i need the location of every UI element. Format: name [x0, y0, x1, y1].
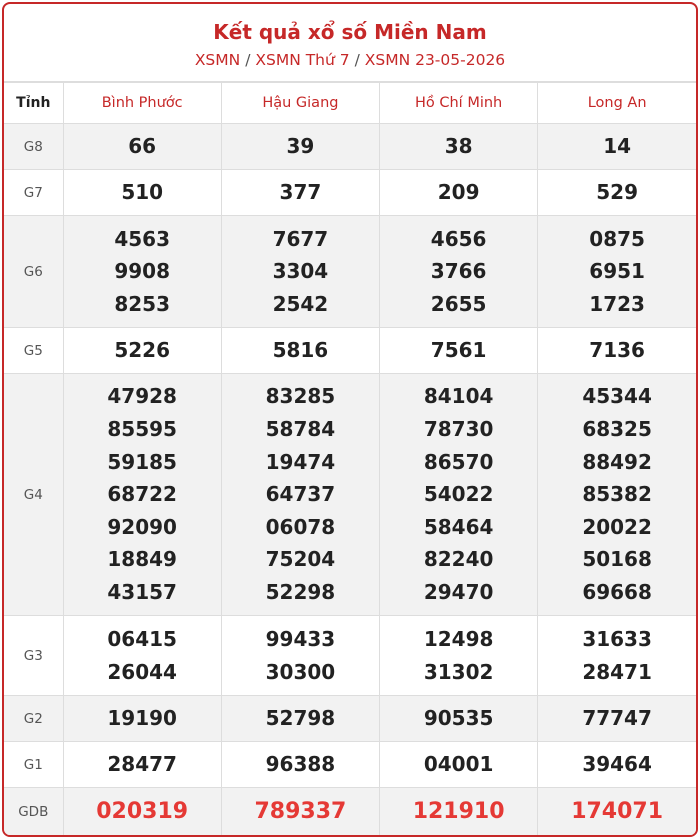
province-header[interactable]: Bình Phước — [63, 83, 221, 124]
province-header[interactable]: Hồ Chí Minh — [380, 83, 538, 124]
prize-label: G1 — [4, 742, 63, 788]
result-cell — [538, 328, 696, 374]
result-number: 39 — [286, 134, 315, 159]
result-cell — [538, 788, 696, 837]
prize-row — [4, 696, 696, 742]
result-cell — [380, 696, 538, 742]
result-number: 04001 — [423, 752, 494, 777]
result-number: 3766 — [430, 259, 487, 284]
prize-label: G7 — [4, 170, 63, 216]
prize-row — [4, 788, 696, 837]
result-cell — [221, 616, 379, 696]
result-number: 64737 — [265, 482, 336, 507]
result-number: 82240 — [423, 547, 494, 572]
prize-label: G2 — [4, 696, 63, 742]
prize-row — [4, 328, 696, 374]
result-number: 020319 — [96, 799, 189, 824]
result-cell — [221, 374, 379, 616]
result-number: 377 — [279, 180, 322, 205]
prize-label: G6 — [4, 216, 63, 328]
result-number: 43157 — [107, 579, 177, 604]
result-number: 4563 — [114, 226, 171, 251]
result-number: 31302 — [423, 659, 494, 684]
result-cell — [380, 328, 538, 374]
result-number: 510 — [121, 180, 164, 205]
result-cell — [538, 616, 696, 696]
result-cell — [221, 170, 379, 216]
result-cell — [63, 696, 221, 742]
prize-row — [4, 616, 696, 696]
page-title: Kết quả xổ số Miền Nam — [213, 20, 487, 44]
result-number: 28471 — [582, 659, 652, 684]
result-number: 29470 — [423, 579, 494, 604]
result-number: 6951 — [589, 259, 645, 284]
prize-label: G3 — [4, 616, 63, 696]
result-cell — [63, 170, 221, 216]
prize-label: G5 — [4, 328, 63, 374]
result-number: 85382 — [582, 482, 652, 507]
province-header[interactable]: Hậu Giang — [221, 83, 379, 124]
result-cell — [63, 742, 221, 788]
result-cell — [221, 742, 379, 788]
result-number: 50168 — [582, 547, 652, 572]
breadcrumb-separator: / — [245, 51, 251, 69]
result-cell — [221, 696, 379, 742]
result-number: 66 — [128, 134, 157, 159]
result-number: 83285 — [265, 384, 336, 409]
result-number: 1723 — [589, 291, 645, 316]
result-number: 59185 — [107, 449, 177, 474]
result-cell — [380, 216, 538, 328]
results-card — [2, 2, 698, 837]
result-number: 39464 — [582, 752, 652, 777]
result-number: 58784 — [265, 417, 336, 442]
result-cell — [538, 742, 696, 788]
prize-label: G4 — [4, 374, 63, 616]
result-number: 8253 — [114, 291, 171, 316]
prize-row — [4, 170, 696, 216]
result-cell — [538, 696, 696, 742]
result-number: 52798 — [265, 706, 336, 731]
result-number: 0875 — [589, 226, 645, 251]
prize-label: G8 — [4, 124, 63, 170]
result-cell — [63, 124, 221, 170]
result-number: 75204 — [265, 547, 336, 572]
result-cell — [63, 374, 221, 616]
results-header — [4, 4, 696, 82]
result-cell — [221, 788, 379, 837]
result-number: 47928 — [107, 384, 177, 409]
result-number: 99433 — [265, 626, 336, 651]
result-number: 31633 — [582, 626, 652, 651]
result-number: 7561 — [430, 338, 487, 363]
result-number: 68722 — [107, 482, 177, 507]
result-number: 19190 — [107, 706, 177, 731]
result-cell — [63, 616, 221, 696]
result-number: 19474 — [265, 449, 336, 474]
table-header-row — [4, 83, 696, 124]
result-cell — [538, 170, 696, 216]
result-cell — [380, 170, 538, 216]
result-cell — [63, 788, 221, 837]
result-cell — [380, 742, 538, 788]
result-number: 2655 — [430, 291, 487, 316]
results-body — [4, 124, 696, 837]
result-cell — [63, 216, 221, 328]
prize-row — [4, 742, 696, 788]
prize-label: GDB — [4, 788, 63, 837]
result-number: 68325 — [582, 417, 652, 442]
result-number: 84104 — [423, 384, 494, 409]
result-cell — [221, 124, 379, 170]
result-number: 06415 — [107, 626, 177, 651]
result-number: 529 — [596, 180, 638, 205]
result-number: 209 — [437, 180, 480, 205]
province-column-header: Tỉnh — [4, 83, 63, 124]
result-number: 4656 — [430, 226, 487, 251]
result-number: 96388 — [265, 752, 336, 777]
result-number: 5816 — [272, 338, 329, 363]
result-number: 789337 — [254, 799, 347, 824]
result-cell — [538, 374, 696, 616]
result-number: 7136 — [589, 338, 645, 363]
result-number: 18849 — [107, 547, 177, 572]
result-number: 90535 — [423, 706, 494, 731]
result-number: 20022 — [582, 514, 652, 539]
result-number: 7677 — [272, 226, 329, 251]
result-number: 78730 — [423, 417, 494, 442]
breadcrumb-link-xsmn[interactable]: XSMN — [194, 51, 241, 69]
result-cell — [538, 216, 696, 328]
result-number: 88492 — [582, 449, 652, 474]
result-cell — [221, 328, 379, 374]
result-number: 14 — [603, 134, 632, 159]
result-number: 92090 — [107, 514, 177, 539]
breadcrumb-link-xsmn-date[interactable]: XSMN 23-05-2026 — [364, 51, 506, 69]
result-number: 77747 — [582, 706, 652, 731]
results-table — [4, 82, 696, 837]
result-number: 12498 — [423, 626, 494, 651]
result-cell — [221, 216, 379, 328]
prize-row — [4, 374, 696, 616]
result-number: 28477 — [107, 752, 177, 777]
result-number: 85595 — [107, 417, 177, 442]
result-number: 54022 — [423, 482, 494, 507]
result-cell — [538, 124, 696, 170]
result-number: 86570 — [423, 449, 494, 474]
result-cell — [380, 124, 538, 170]
result-number: 121910 — [412, 799, 505, 824]
result-cell — [63, 328, 221, 374]
prize-row — [4, 124, 696, 170]
prize-row — [4, 216, 696, 328]
result-number: 174071 — [571, 799, 664, 824]
breadcrumb — [4, 49, 696, 71]
result-number: 52298 — [265, 579, 336, 604]
result-number: 58464 — [423, 514, 494, 539]
breadcrumb-separator: / — [354, 51, 360, 69]
province-header[interactable]: Long An — [538, 83, 696, 124]
result-number: 2542 — [272, 291, 329, 316]
result-number: 30300 — [265, 659, 336, 684]
result-number: 26044 — [107, 659, 177, 684]
breadcrumb-link-xsmn-thu-7[interactable]: XSMN Thứ 7 — [255, 51, 350, 69]
result-number: 9908 — [114, 259, 171, 284]
result-number: 69668 — [582, 579, 652, 604]
result-cell — [380, 374, 538, 616]
result-cell — [380, 616, 538, 696]
result-number: 3304 — [272, 259, 329, 284]
result-cell — [380, 788, 538, 837]
result-number: 06078 — [265, 514, 336, 539]
result-number: 38 — [444, 134, 473, 159]
result-number: 5226 — [114, 338, 171, 363]
result-number: 45344 — [582, 384, 652, 409]
